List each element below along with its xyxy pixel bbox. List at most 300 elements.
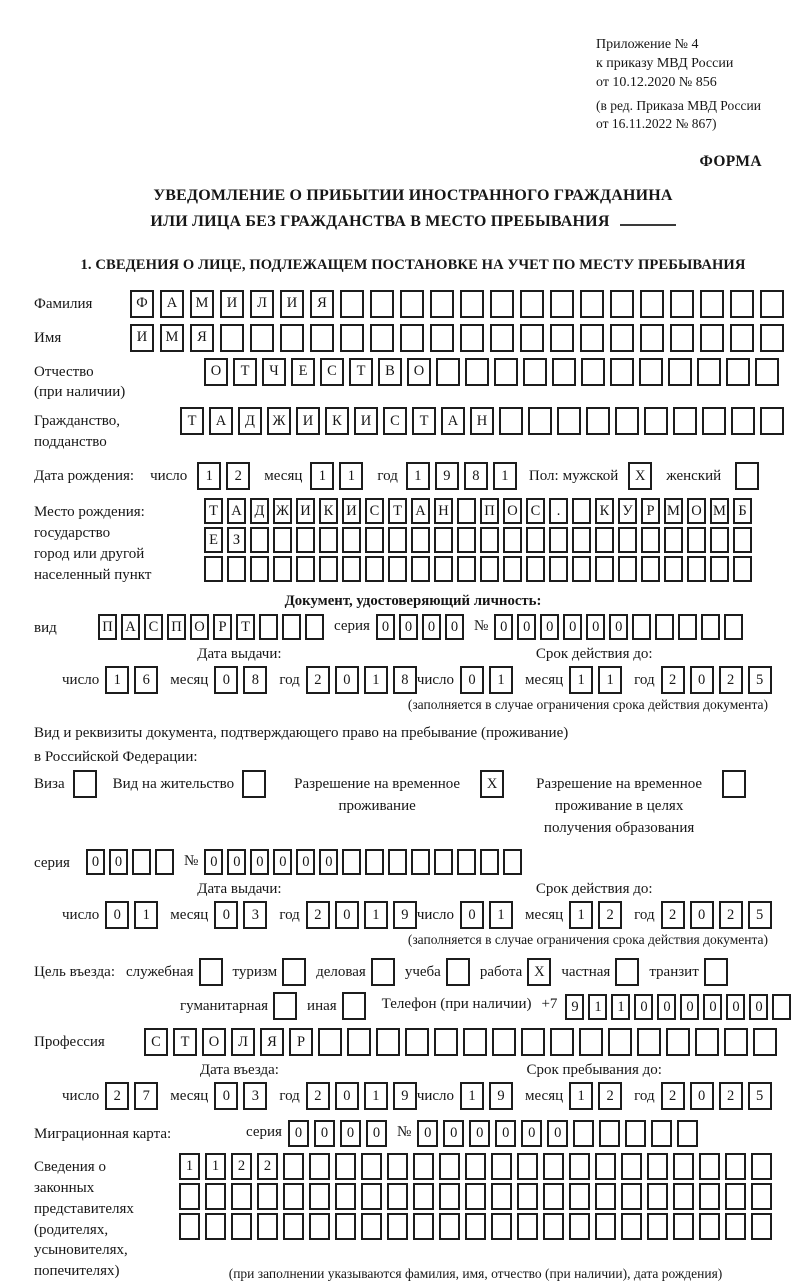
- char-box[interactable]: [687, 556, 706, 582]
- char-box[interactable]: [579, 1028, 603, 1056]
- char-box[interactable]: [499, 407, 523, 435]
- char-box[interactable]: [340, 290, 364, 318]
- char-box[interactable]: [250, 324, 274, 352]
- char-box[interactable]: [615, 407, 639, 435]
- char-box[interactable]: [465, 358, 489, 386]
- char-box[interactable]: И: [296, 407, 320, 435]
- char-box[interactable]: 2: [257, 1153, 278, 1180]
- char-box[interactable]: [413, 1213, 434, 1240]
- char-box[interactable]: [701, 614, 720, 640]
- char-box[interactable]: [439, 1183, 460, 1210]
- char-box[interactable]: 2: [719, 1082, 743, 1110]
- char-box[interactable]: 1: [489, 666, 513, 694]
- char-box[interactable]: [370, 290, 394, 318]
- char-box[interactable]: 2: [306, 666, 330, 694]
- char-box[interactable]: [621, 1153, 642, 1180]
- char-box[interactable]: С: [144, 614, 163, 640]
- char-box[interactable]: [580, 290, 604, 318]
- char-box[interactable]: [664, 527, 683, 553]
- char-box[interactable]: [557, 407, 581, 435]
- char-box[interactable]: [490, 290, 514, 318]
- char-box[interactable]: [550, 324, 574, 352]
- char-box[interactable]: [526, 527, 545, 553]
- char-box[interactable]: [731, 407, 755, 435]
- char-box[interactable]: Ж: [273, 498, 292, 524]
- char-box[interactable]: Т: [233, 358, 257, 386]
- char-box[interactable]: [677, 1120, 698, 1147]
- char-box[interactable]: [699, 1183, 720, 1210]
- char-box[interactable]: 9: [489, 1082, 513, 1110]
- char-box[interactable]: [664, 556, 683, 582]
- char-box[interactable]: Н: [434, 498, 453, 524]
- char-box[interactable]: [753, 1028, 777, 1056]
- char-box[interactable]: [700, 324, 724, 352]
- char-box[interactable]: [569, 1183, 590, 1210]
- char-box[interactable]: [549, 556, 568, 582]
- char-box[interactable]: А: [209, 407, 233, 435]
- char-box[interactable]: М: [664, 498, 683, 524]
- char-box[interactable]: [526, 556, 545, 582]
- char-box[interactable]: [430, 290, 454, 318]
- char-box[interactable]: [697, 358, 721, 386]
- char-box[interactable]: [523, 358, 547, 386]
- char-box[interactable]: О: [202, 1028, 226, 1056]
- char-box[interactable]: Я: [190, 324, 214, 352]
- char-box[interactable]: 0: [366, 1120, 387, 1147]
- char-box[interactable]: [678, 614, 697, 640]
- char-box[interactable]: 3: [243, 901, 267, 929]
- char-box[interactable]: [673, 1153, 694, 1180]
- char-box[interactable]: [580, 324, 604, 352]
- char-box[interactable]: И: [280, 290, 304, 318]
- char-box[interactable]: 0: [204, 849, 223, 875]
- char-box[interactable]: [543, 1153, 564, 1180]
- char-box[interactable]: [491, 1183, 512, 1210]
- option-checkbox[interactable]: [371, 958, 395, 986]
- char-box[interactable]: [586, 407, 610, 435]
- char-box[interactable]: [387, 1183, 408, 1210]
- char-box[interactable]: Н: [470, 407, 494, 435]
- char-box[interactable]: [387, 1153, 408, 1180]
- option-checkbox[interactable]: [342, 992, 366, 1020]
- char-box[interactable]: [726, 358, 750, 386]
- char-box[interactable]: [520, 290, 544, 318]
- char-box[interactable]: [282, 614, 301, 640]
- char-box[interactable]: [517, 1153, 538, 1180]
- option-checkbox[interactable]: [704, 958, 728, 986]
- char-box[interactable]: 1: [364, 1082, 388, 1110]
- char-box[interactable]: Т: [388, 498, 407, 524]
- char-box[interactable]: [361, 1213, 382, 1240]
- char-box[interactable]: О: [204, 358, 228, 386]
- char-box[interactable]: [608, 1028, 632, 1056]
- option-checkbox[interactable]: [73, 770, 97, 798]
- char-box[interactable]: 2: [598, 901, 622, 929]
- char-box[interactable]: [361, 1153, 382, 1180]
- char-box[interactable]: .: [549, 498, 568, 524]
- char-box[interactable]: [666, 1028, 690, 1056]
- char-box[interactable]: [610, 290, 634, 318]
- char-box[interactable]: [528, 407, 552, 435]
- char-box[interactable]: [651, 1120, 672, 1147]
- char-box[interactable]: 0: [749, 994, 768, 1020]
- char-box[interactable]: 1: [489, 901, 513, 929]
- char-box[interactable]: [641, 556, 660, 582]
- char-box[interactable]: 0: [690, 666, 714, 694]
- char-box[interactable]: 0: [86, 849, 105, 875]
- char-box[interactable]: Т: [349, 358, 373, 386]
- char-box[interactable]: 0: [335, 1082, 359, 1110]
- char-box[interactable]: [550, 1028, 574, 1056]
- char-box[interactable]: [480, 527, 499, 553]
- char-box[interactable]: [365, 556, 384, 582]
- char-box[interactable]: 0: [680, 994, 699, 1020]
- char-box[interactable]: [637, 1028, 661, 1056]
- char-box[interactable]: [673, 1183, 694, 1210]
- char-box[interactable]: [641, 527, 660, 553]
- char-box[interactable]: [599, 1120, 620, 1147]
- char-box[interactable]: 0: [214, 901, 238, 929]
- char-box[interactable]: [205, 1183, 226, 1210]
- char-box[interactable]: 0: [296, 849, 315, 875]
- char-box[interactable]: З: [227, 527, 246, 553]
- char-box[interactable]: 0: [469, 1120, 490, 1147]
- char-box[interactable]: 3: [243, 1082, 267, 1110]
- char-box[interactable]: 5: [748, 901, 772, 929]
- char-box[interactable]: [273, 556, 292, 582]
- char-box[interactable]: [543, 1213, 564, 1240]
- char-box[interactable]: 1: [310, 462, 334, 490]
- char-box[interactable]: 0: [273, 849, 292, 875]
- char-box[interactable]: [457, 556, 476, 582]
- char-box[interactable]: [296, 527, 315, 553]
- char-box[interactable]: Д: [250, 498, 269, 524]
- char-box[interactable]: [640, 324, 664, 352]
- char-box[interactable]: И: [354, 407, 378, 435]
- char-box[interactable]: 0: [634, 994, 653, 1020]
- char-box[interactable]: [595, 556, 614, 582]
- char-box[interactable]: 0: [314, 1120, 335, 1147]
- char-box[interactable]: [361, 1183, 382, 1210]
- char-box[interactable]: [733, 556, 752, 582]
- char-box[interactable]: [647, 1153, 668, 1180]
- char-box[interactable]: 7: [134, 1082, 158, 1110]
- char-box[interactable]: 0: [227, 849, 246, 875]
- char-box[interactable]: [132, 849, 151, 875]
- char-box[interactable]: [342, 849, 361, 875]
- char-box[interactable]: [647, 1213, 668, 1240]
- char-box[interactable]: А: [121, 614, 140, 640]
- char-box[interactable]: [439, 1153, 460, 1180]
- char-box[interactable]: М: [190, 290, 214, 318]
- char-box[interactable]: О: [503, 498, 522, 524]
- char-box[interactable]: 0: [703, 994, 722, 1020]
- char-box[interactable]: 1: [197, 462, 221, 490]
- char-box[interactable]: 5: [748, 1082, 772, 1110]
- char-box[interactable]: [724, 1028, 748, 1056]
- char-box[interactable]: Ч: [262, 358, 286, 386]
- char-box[interactable]: [335, 1213, 356, 1240]
- char-box[interactable]: [413, 1153, 434, 1180]
- char-box[interactable]: Т: [204, 498, 223, 524]
- option-checkbox[interactable]: [282, 958, 306, 986]
- char-box[interactable]: [503, 527, 522, 553]
- char-box[interactable]: 0: [399, 614, 418, 640]
- char-box[interactable]: [439, 1213, 460, 1240]
- char-box[interactable]: 1: [569, 901, 593, 929]
- char-box[interactable]: 6: [134, 666, 158, 694]
- char-box[interactable]: 0: [609, 614, 628, 640]
- char-box[interactable]: [457, 527, 476, 553]
- char-box[interactable]: С: [144, 1028, 168, 1056]
- char-box[interactable]: 0: [460, 901, 484, 929]
- char-box[interactable]: А: [227, 498, 246, 524]
- char-box[interactable]: [670, 324, 694, 352]
- char-box[interactable]: [259, 614, 278, 640]
- char-box[interactable]: О: [407, 358, 431, 386]
- char-box[interactable]: [595, 1153, 616, 1180]
- char-box[interactable]: [365, 527, 384, 553]
- char-box[interactable]: [755, 358, 779, 386]
- char-box[interactable]: [595, 527, 614, 553]
- char-box[interactable]: О: [190, 614, 209, 640]
- char-box[interactable]: 0: [540, 614, 559, 640]
- char-box[interactable]: 0: [214, 1082, 238, 1110]
- char-box[interactable]: 8: [243, 666, 267, 694]
- option-checkbox[interactable]: X: [527, 958, 551, 986]
- char-box[interactable]: [625, 1120, 646, 1147]
- option-checkbox[interactable]: [199, 958, 223, 986]
- char-box[interactable]: 2: [231, 1153, 252, 1180]
- char-box[interactable]: П: [480, 498, 499, 524]
- char-box[interactable]: [621, 1213, 642, 1240]
- char-box[interactable]: [655, 614, 674, 640]
- char-box[interactable]: 0: [214, 666, 238, 694]
- char-box[interactable]: [231, 1183, 252, 1210]
- char-box[interactable]: М: [160, 324, 184, 352]
- char-box[interactable]: [725, 1153, 746, 1180]
- char-box[interactable]: [155, 849, 174, 875]
- char-box[interactable]: [733, 527, 752, 553]
- char-box[interactable]: Л: [231, 1028, 255, 1056]
- char-box[interactable]: [751, 1153, 772, 1180]
- char-box[interactable]: [710, 556, 729, 582]
- char-box[interactable]: 1: [134, 901, 158, 929]
- char-box[interactable]: 0: [335, 666, 359, 694]
- char-box[interactable]: [460, 324, 484, 352]
- char-box[interactable]: [687, 527, 706, 553]
- checkbox-male[interactable]: X: [628, 462, 652, 490]
- char-box[interactable]: [463, 1028, 487, 1056]
- char-box[interactable]: [699, 1153, 720, 1180]
- char-box[interactable]: Т: [180, 407, 204, 435]
- char-box[interactable]: [220, 324, 244, 352]
- char-box[interactable]: [342, 527, 361, 553]
- char-box[interactable]: Б: [733, 498, 752, 524]
- char-box[interactable]: 0: [319, 849, 338, 875]
- char-box[interactable]: [695, 1028, 719, 1056]
- char-box[interactable]: [632, 614, 651, 640]
- char-box[interactable]: [273, 527, 292, 553]
- char-box[interactable]: [572, 556, 591, 582]
- char-box[interactable]: [309, 1213, 330, 1240]
- char-box[interactable]: П: [167, 614, 186, 640]
- char-box[interactable]: [309, 1183, 330, 1210]
- char-box[interactable]: 0: [521, 1120, 542, 1147]
- char-box[interactable]: Ф: [130, 290, 154, 318]
- char-box[interactable]: [673, 407, 697, 435]
- char-box[interactable]: И: [296, 498, 315, 524]
- char-box[interactable]: [552, 358, 576, 386]
- char-box[interactable]: [730, 324, 754, 352]
- char-box[interactable]: [231, 1213, 252, 1240]
- char-box[interactable]: 2: [661, 1082, 685, 1110]
- char-box[interactable]: И: [130, 324, 154, 352]
- char-box[interactable]: 0: [495, 1120, 516, 1147]
- char-box[interactable]: [569, 1213, 590, 1240]
- char-box[interactable]: [503, 556, 522, 582]
- char-box[interactable]: [283, 1153, 304, 1180]
- char-box[interactable]: 0: [417, 1120, 438, 1147]
- char-box[interactable]: Л: [250, 290, 274, 318]
- char-box[interactable]: [702, 407, 726, 435]
- char-box[interactable]: [699, 1213, 720, 1240]
- char-box[interactable]: 2: [306, 901, 330, 929]
- char-box[interactable]: 9: [393, 901, 417, 929]
- char-box[interactable]: Т: [236, 614, 255, 640]
- char-box[interactable]: 0: [460, 666, 484, 694]
- char-box[interactable]: [388, 527, 407, 553]
- char-box[interactable]: А: [411, 498, 430, 524]
- char-box[interactable]: 0: [250, 849, 269, 875]
- char-box[interactable]: [319, 527, 338, 553]
- char-box[interactable]: [436, 358, 460, 386]
- char-box[interactable]: [491, 1153, 512, 1180]
- char-box[interactable]: Ж: [267, 407, 291, 435]
- char-box[interactable]: [296, 556, 315, 582]
- char-box[interactable]: [388, 849, 407, 875]
- char-box[interactable]: [550, 290, 574, 318]
- char-box[interactable]: [725, 1213, 746, 1240]
- char-box[interactable]: [595, 1213, 616, 1240]
- char-box[interactable]: О: [687, 498, 706, 524]
- option-checkbox[interactable]: [615, 958, 639, 986]
- char-box[interactable]: [319, 556, 338, 582]
- option-checkbox[interactable]: X: [480, 770, 504, 798]
- char-box[interactable]: [430, 324, 454, 352]
- char-box[interactable]: [411, 527, 430, 553]
- char-box[interactable]: [610, 358, 634, 386]
- char-box[interactable]: 0: [105, 901, 129, 929]
- char-box[interactable]: 2: [719, 901, 743, 929]
- char-box[interactable]: [618, 527, 637, 553]
- char-box[interactable]: [250, 556, 269, 582]
- char-box[interactable]: М: [710, 498, 729, 524]
- char-box[interactable]: 1: [205, 1153, 226, 1180]
- char-box[interactable]: [365, 849, 384, 875]
- char-box[interactable]: [480, 556, 499, 582]
- char-box[interactable]: [492, 1028, 516, 1056]
- char-box[interactable]: 1: [569, 666, 593, 694]
- char-box[interactable]: [388, 556, 407, 582]
- char-box[interactable]: [647, 1183, 668, 1210]
- char-box[interactable]: С: [365, 498, 384, 524]
- char-box[interactable]: 0: [726, 994, 745, 1020]
- char-box[interactable]: И: [220, 290, 244, 318]
- char-box[interactable]: [673, 1213, 694, 1240]
- char-box[interactable]: С: [320, 358, 344, 386]
- char-box[interactable]: [405, 1028, 429, 1056]
- char-box[interactable]: [457, 498, 476, 524]
- char-box[interactable]: [772, 994, 791, 1020]
- char-box[interactable]: 1: [364, 666, 388, 694]
- char-box[interactable]: 2: [306, 1082, 330, 1110]
- char-box[interactable]: [342, 556, 361, 582]
- option-checkbox[interactable]: [273, 992, 297, 1020]
- char-box[interactable]: [227, 556, 246, 582]
- char-box[interactable]: [543, 1183, 564, 1210]
- char-box[interactable]: 1: [588, 994, 607, 1020]
- char-box[interactable]: 0: [445, 614, 464, 640]
- char-box[interactable]: [503, 849, 522, 875]
- char-box[interactable]: 2: [719, 666, 743, 694]
- char-box[interactable]: [434, 527, 453, 553]
- char-box[interactable]: Р: [289, 1028, 313, 1056]
- char-box[interactable]: [760, 407, 784, 435]
- char-box[interactable]: В: [378, 358, 402, 386]
- char-box[interactable]: С: [383, 407, 407, 435]
- char-box[interactable]: 1: [179, 1153, 200, 1180]
- char-box[interactable]: [411, 849, 430, 875]
- char-box[interactable]: 2: [226, 462, 250, 490]
- char-box[interactable]: [283, 1183, 304, 1210]
- option-checkbox[interactable]: [242, 770, 266, 798]
- char-box[interactable]: [460, 290, 484, 318]
- char-box[interactable]: 1: [339, 462, 363, 490]
- char-box[interactable]: Т: [412, 407, 436, 435]
- char-box[interactable]: 0: [335, 901, 359, 929]
- char-box[interactable]: [610, 324, 634, 352]
- char-box[interactable]: [618, 556, 637, 582]
- char-box[interactable]: [465, 1153, 486, 1180]
- char-box[interactable]: 0: [563, 614, 582, 640]
- char-box[interactable]: [760, 324, 784, 352]
- char-box[interactable]: 5: [748, 666, 772, 694]
- char-box[interactable]: Р: [641, 498, 660, 524]
- char-box[interactable]: 0: [494, 614, 513, 640]
- char-box[interactable]: [480, 849, 499, 875]
- char-box[interactable]: К: [595, 498, 614, 524]
- char-box[interactable]: [309, 1153, 330, 1180]
- char-box[interactable]: И: [342, 498, 361, 524]
- char-box[interactable]: [335, 1153, 356, 1180]
- char-box[interactable]: [400, 324, 424, 352]
- char-box[interactable]: [670, 290, 694, 318]
- char-box[interactable]: 0: [109, 849, 128, 875]
- char-box[interactable]: [644, 407, 668, 435]
- char-box[interactable]: 1: [611, 994, 630, 1020]
- char-box[interactable]: [250, 527, 269, 553]
- char-box[interactable]: У: [618, 498, 637, 524]
- char-box[interactable]: [572, 527, 591, 553]
- char-box[interactable]: [569, 1153, 590, 1180]
- char-box[interactable]: [347, 1028, 371, 1056]
- char-box[interactable]: [310, 324, 334, 352]
- char-box[interactable]: 9: [393, 1082, 417, 1110]
- char-box[interactable]: К: [325, 407, 349, 435]
- char-box[interactable]: 8: [393, 666, 417, 694]
- char-box[interactable]: [710, 527, 729, 553]
